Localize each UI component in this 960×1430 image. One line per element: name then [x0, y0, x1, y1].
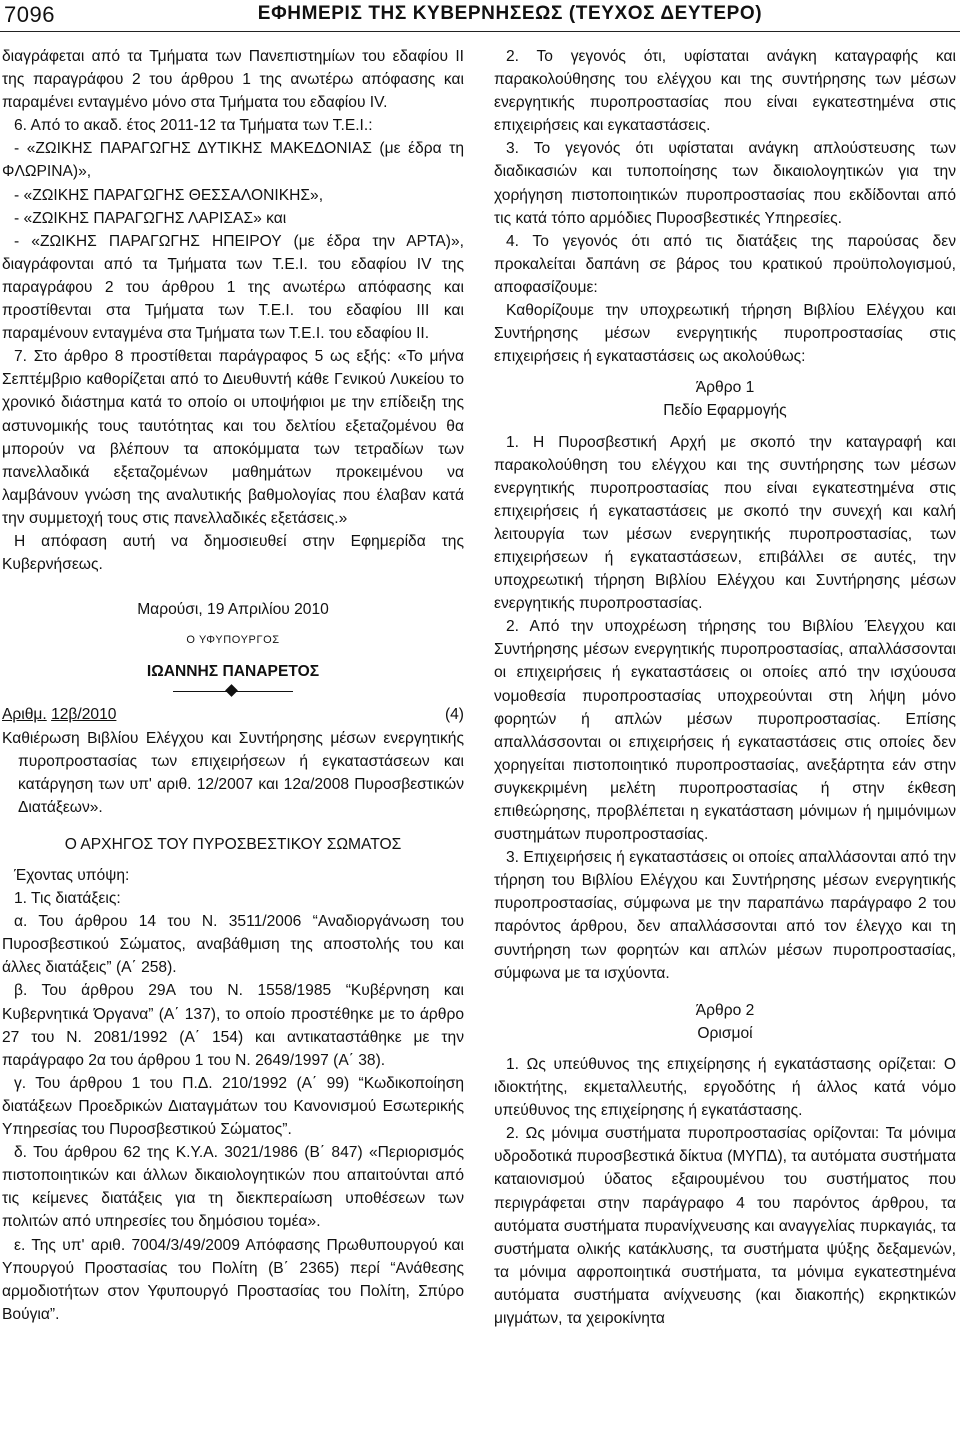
journal-title: ΕΦΗΜΕΡΙΣ ΤΗΣ ΚΥΒΕΡΝΗΣΕΩΣ (ΤΕΥΧΟΣ ΔΕΥΤΕΡΟ) [257, 3, 763, 24]
publication-order: Η απόφαση αυτή να δημοσιευθεί στην Εφημερίδα της Κυβερνήσεως. [2, 532, 464, 574]
place-date: Μαρούσι, 19 Απριλίου 2010 [137, 601, 329, 619]
having-regard: Έχοντας υπόψη: [14, 867, 130, 884]
list-item-ipeiros: - «ΖΩΙΚΗΣ ΠΑΡΑΓΩΓΗΣ ΗΠΕΙΡΟΥ (με έδρα την ΑΡΤΑ)», διαγράφονται από τα Τμήματα των Τ.Ε.Ι. του εδαφίου IV της παραγράφου 2 του άρθρου 1 της ανωτέρω απόφασης και προστίθενται στα Τμήματα των Τ.Ε.Ι. του εδαφίου ΙΙΙ και παραμένουν ενταγμένα στα Τμήματα των Τ.Ε.Ι. του εδαφίου ΙΙ. [2, 232, 464, 343]
consideration-4: 4. Το γεγονός ότι από τις διατάξεις της παρούσας δεν προκαλείται δαπάνη σε βάρος του κρατικού προϋπολογισμού, αποφασίζουμε: [494, 232, 956, 296]
article-1-para-3: 3. Επιχειρήσεις ή εγκαταστάσεις οι οποίες απαλλάσονται από την τήρηση του Βιβλίου Ελέγχου και Συντήρησης μέσων ενεργητικής πυροπροστασίας, σύμφωνα με την παραπάνω παράγραφο 2 του παρόντος άρθρου, δεν απαλλάσσονται από τον έλεγχο και τη συντήρηση των φορητών και απλών μέσων πυροπροστασίας, σύμφωνα με τα ισχύοντα. [494, 849, 956, 982]
list-item-larisa: - «ΖΩΙΚΗΣ ΠΑΡΑΓΩΓΗΣ ΛΑΡΙΣΑΣ» και [14, 209, 287, 227]
provision-b: β. Του άρθρου 29Α του Ν. 1558/1985 “Κυβέρνηση και Κυβερνητικά Όργανα” (Α΄ 137), το οποίο προστέθηκε με το άρθρο 27 του Ν. 2081/1992 (Α΄ 154) και αντικαταστάθηκε με την παράγραφο 2α του άρθρου 1 του Ν. 2649/1997 (Α΄ 38). [2, 982, 464, 1069]
page-number: 7096 [4, 2, 55, 27]
list-item-thessaloniki: - «ΖΩΙΚΗΣ ΠΑΡΑΓΩΓΗΣ ΘΕΣΣΑΛΟΝΙΚΗΣ», [14, 186, 324, 204]
provision-d: δ. Του άρθρου 62 της Κ.Υ.Α. 3021/1986 (Β΄ 847) «Περιορισμός πιστοποιητικών και άλλων δικαιολογητικών που απαιτούνται από τις κείμενες διατάξεις για τη διεκπεραίωση υποθέσεων των πολιτών από υπηρεσίες του δημόσιου τομέα». [2, 1144, 464, 1231]
consideration-3: 3. Το γεγονός ότι υφίσταται ανάγκη απλούστευσης των διαδικασιών και τυποποίησης των δικαιολογητικών για την χορήγηση πιστοποιητικών πυροπροστασίας που εκδίδονται από τις κατά τόπο αρμόδιες Πυροσβεστικές Υπηρεσίες. [494, 140, 956, 227]
consideration-2: 2. Το γεγονός ότι, υφίσταται ανάγκη καταγραφής και παρακολούθησης του ελέγχου και της συντήρησης των μέσων ενεργητικής πυροπροστασίας που είναι εγκατεστημένα στις επιχειρήσεις και εγκαταστάσεις. [494, 48, 956, 135]
paragraph-continuation: διαγράφεται από τα Τμήματα των Πανεπιστημίων του εδαφίου ΙΙ της παραγράφου 2 του άρθρου 1 της ανωτέρω απόφασης και παραμένει ενταγμένο μόνο στα Τμήματα του εδαφίου IV. [2, 48, 464, 112]
page-header [0, 0, 960, 36]
left-column [2, 45, 464, 1326]
section-divider [173, 685, 293, 699]
article-1-para-1: 1. Η Πυροσβεστική Αρχή με σκοπό την καταγραφή και παρακολούθηση του ελέγχου και της συντήρησης των μέσων ενεργητικής πυροπροστασίας που είναι εγκατεστημένα στις επιχειρήσεις ή εγκαταστάσεις με σκοπό την συνεχή και καλή λειτουργία των μέσων ενεργητικής πυροπροστασίας, των επιχειρήσεων ή εγκαταστάσεων, επιβάλλει σε αυτές, την υποχρεωτική τήρηση Βιβλίου Ελέγχου και Συντήρησης μέσων ενεργητικής πυροπροστασίας. [494, 433, 956, 613]
decision-number-row [2, 703, 464, 726]
paragraph-item-6: 6. Από το ακαδ. έτος 2011-12 τα Τμήματα των Τ.Ε.Ι.: [14, 117, 373, 135]
article-1-title: Άρθρο 1 [695, 379, 755, 397]
decision-statement: Καθορίζουμε την υποχρεωτική τήρηση Βιβλίου Ελέγχου και Συντήρησης μέσων ενεργητικής πυροπροστασίας στις επιχειρήσεις ή εγκαταστάσεις ως ακολούθως: [494, 302, 956, 366]
right-column [494, 45, 956, 1330]
article-2-subtitle: Ορισμοί [697, 1024, 753, 1042]
article-1-para-2: 2. Από την υποχρέωση τήρησης του Βιβλίου Έλεγχου και Συντήρησης μέσων ενεργητικής πυροπροστασίας, απαλλάσσονται οι επιχειρήσεις ή εγκαταστάσεις οι οποίες από την ισχύουσα νομοθεσία πυροπροστασίας υποχρεούνται στη λήψη μόνο φορητών ή απλών μέσων πυροπροστασίας. Επίσης απαλλάσσονται οι επιχειρήσεις ή εγκαταστάσεις στις οποίες δεν χορηγείται πιστοποιητικό πυροπροστασίας, ανεξάρτητα εάν στην συγκεκριμένη μελέτη πυροπροστασίας ή στην έκθεση επιθεώρησης, προβλέπεται η εγκατάσταση μόνιμων ή ημιμόνιμων συστημάτων πυροπροστασίας. [494, 618, 956, 844]
diamond-ornament-icon [225, 685, 238, 698]
signer-role: Ο ΥΦΥΠΟΥΡΓΟΣ [186, 634, 280, 647]
article-1-subtitle: Πεδίο Εφαρμογής [663, 402, 787, 420]
decision-index: (4) [444, 706, 464, 724]
article-2-title: Άρθρο 2 [695, 1001, 755, 1019]
article-2-para-1: 1. Ως υπεύθυνος της επιχείρησης ή εγκατάστασης ορίζεται: Ο ιδιοκτήτης, εκμεταλλευτής, εργοδότης ή άλλος κατά νόμο υπεύθυνος της επιχείρησης ή εγκατάστασης. [494, 1055, 956, 1120]
provision-c: γ. Του άρθρου 1 του Π.Δ. 210/1992 (Α΄ 99) “Κωδικοποίηση διατάξεων Προεδρικών Διαταγμάτων του Κανονισμού Εσωτερικής Υπηρεσίας του Πυροσβεστικού Σώματος”. [2, 1074, 464, 1139]
provision-a: α. Του άρθρου 14 του Ν. 3511/2006 “Αναδιοργάνωση του Πυροσβεστικού Σώματος, αναβάθμιση της αποστολής του και άλλες διατάξεις” (Α΄ 258). [2, 913, 464, 977]
article-2-para-2: 2. Ως μόνιμα συστήματα πυροπροστασίας ορίζονται: Τα μόνιμα υδροδοτικά πυροσβεστικά δίκτυα (ΜΥΠΔ), τα αυτόματα συστήματα καταιονισμού ύδατος εξαιρουμένου του συστήματος που περιγράφεται στην παράγραφο 4 του παρόντος άρθρου, τα αυτόματα συστήματα πυρανίχνευσης και αναγγελίας πυρκαγιάς, τα συστήματα ολικής κατάκλυσης, τα συστήματα ψύξης δεξαμενών, τα μόνιμα αφροποιητικά συστήματα, τα μόνιμα εγκατεστημένα αυτόματα συστήματα ανίχνευσης (και διακοπής) εκρηκτικών μιγμάτων, τα χειροκίνητα [494, 1125, 956, 1327]
signer-name: ΙΩΑΝΝΗΣ ΠΑΝΑΡΕΤΟΣ [146, 663, 320, 681]
decision-title: Καθιέρωση Βιβλίου Ελέγχου και Συντήρησης μέσων ενεργητικής πυροπροστασίας των επιχειρήσεων ή εγκαταστάσεων και κατάργηση των υπ' αριθ. 12/2007 και 12α/2008 Πυροσβεστικών Διατάξεων». [2, 729, 464, 816]
decision-number: Αριθμ. 12β/2010 [2, 706, 117, 724]
list-item-florina: - «ΖΩΙΚΗΣ ΠΑΡΑΓΩΓΗΣ ΔΥΤΙΚΗΣ ΜΑΚΕΔΟΝΙΑΣ (με έδρα τη ΦΛΩΡΙΝΑ)», [2, 140, 464, 181]
paragraph-item-7: 7. Στο άρθρο 8 προστίθεται παράγραφος 5 ως εξής: «Το μήνα Σεπτέμβριο καθορίζεται από το Διευθυντή κάθε Γενικού Λυκείου το χρονικό διάστημα κατά το οποίο οι υποψήφιοι με την επίδειξη της αστυνομικής τους ταυτότητας και του δελτίου εξεταζομένου θα μπορούν να βλέπουν τα αποκόμματα των τετραδίων των πανελλαδικά εξεταζομένων μαθημάτων προκειμένου να λαμβάνουν γνώση της αναλυτικής βαθμολογίας που έλαβαν κατά την συμμετοχή τους στις πανελλαδικές εξετάσεις.» [2, 348, 464, 527]
provisions-heading: 1. Τις διατάξεις: [14, 890, 121, 908]
header-rule [0, 31, 960, 32]
issuing-authority: Ο ΑΡΧΗΓΟΣ ΤΟΥ ΠΥΡΟΣΒΕΣΤΙΚΟΥ ΣΩΜΑΤΟΣ [64, 835, 402, 853]
provision-e: ε. Της υπ' αριθ. 7004/3/49/2009 Απόφασης Πρωθυπουργού και Υπουργού Προστασίας του Πολίτη (Β΄ 2365) περί “Ανάθεσης αρμοδιοτήτων στον Υφυπουργό Προστασίας του Πολίτη, Σπύρο Βούγια”. [2, 1236, 464, 1323]
